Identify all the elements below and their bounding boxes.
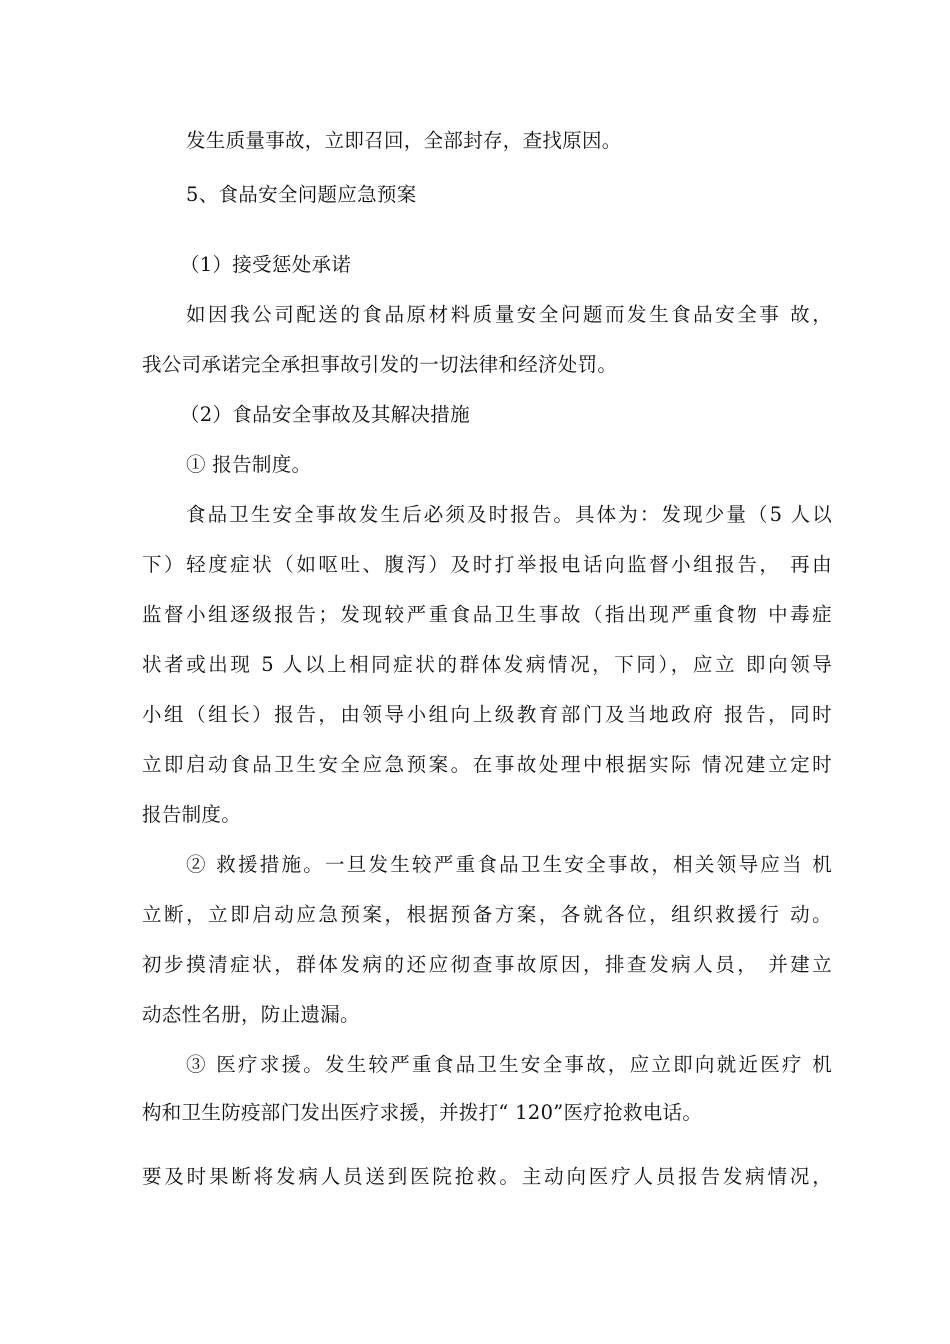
subsection-heading: （1）接受惩处承诺 [180,253,352,276]
paragraph-line: 状者或出现 5 人以上相同症状的群体发病情况，下同），应立 即向领导 [142,653,832,676]
paragraph-line: ② 救援措施。一旦发生较严重食品卫生安全事故，相关领导应当 机 [186,853,832,876]
paragraph-line: 要及时果断将发病人员送到医院抢救。主动向医疗人员报告发病情况， [142,1165,832,1188]
paragraph-line: 下）轻度症状（如呕吐、腹泻）及时打举报电话向监督小组报告， 再由 [142,553,832,576]
paragraph-line: 食品卫生安全事故发生后必须及时报告。具体为：发现少量（5 人以 [186,503,832,526]
paragraph-line: 我公司承诺完全承担事故引发的一切法律和经济处罚。 [142,353,618,376]
paragraph-line: 立即启动食品卫生安全应急预案。在事故处理中根据实际 情况建立定时 [142,753,832,776]
paragraph-line: 构和卫生防疫部门发出医疗求援，并拨打“ 120”医疗抢救电话。 [142,1101,703,1124]
paragraph-line: 监督小组逐级报告；发现较严重食品卫生事故（指出现严重食物 中毒症 [142,603,832,626]
paragraph-line: 如因我公司配送的食品原材料质量安全问题而发生食品安全事 故， [186,303,832,326]
paragraph-line: 发生质量事故，立即召回，全部封存，查找原因。 [186,129,622,152]
paragraph-line: 初步摸清症状，群体发病的还应彻查事故原因，排查发病人员， 并建立 [142,953,832,976]
paragraph-line: 报告制度。 [142,803,242,826]
paragraph-line: ③ 医疗求援。发生较严重食品卫生安全事故，应立即向就近医疗 机 [186,1053,832,1076]
item-heading: ① 报告制度。 [186,453,312,476]
subsection-heading: （2）食品安全事故及其解决措施 [180,403,470,426]
paragraph-line: 小组（组长）报告，由领导小组向上级教育部门及当地政府 报告，同时 [142,703,832,726]
paragraph-line: 动态性名册，防止遗漏。 [142,1003,360,1026]
section-heading: 5、食品安全问题应急预案 [186,183,417,206]
paragraph-line: 立断，立即启动应急预案，根据预备方案，各就各位，组织救援行 动。 [142,903,832,926]
